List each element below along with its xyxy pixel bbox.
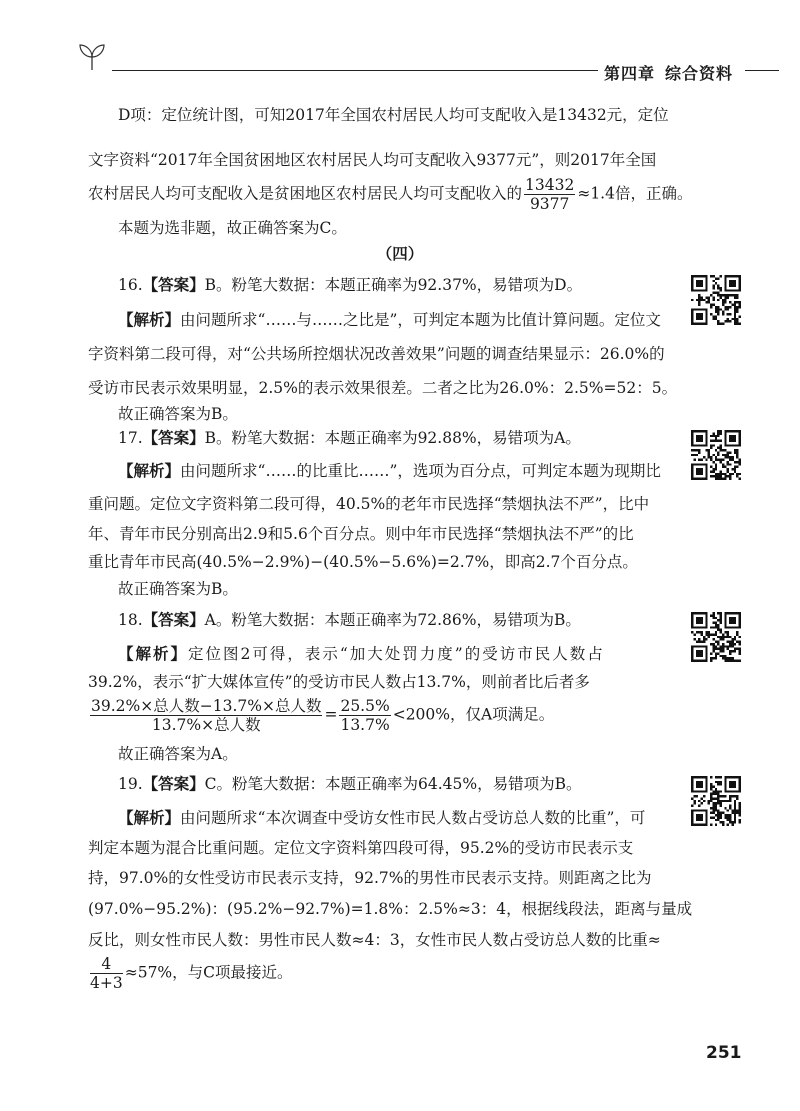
qr-code-icon[interactable] <box>691 612 741 662</box>
fraction-denominator: 4+3 <box>90 974 123 992</box>
q16-analysis-text1: 由问题所求“……与……之比是”，可判定本题为比值计算问题。定位文 <box>180 311 661 329</box>
answer-label: 【答案】 <box>142 775 205 793</box>
fraction-numerator: 39.2%×总人数−13.7%×总人数 <box>91 697 322 715</box>
q19-analysis-line4: (97.0%−95.2%)：(95.2%−92.7%)=1.8%：2.5%≈3：4，根据线段法，距离与量成 <box>88 900 693 918</box>
fraction-numerator: 25.5% <box>340 697 390 715</box>
header-rule <box>112 70 598 71</box>
q16-analysis-line3: 受访市民表示效果明显，2.5%的表示效果很差。二者之比为26.0%：2.5%=52：5。 <box>88 379 678 397</box>
fraction-numerator: 4 <box>90 955 123 974</box>
q16-analysis-line1 <box>118 310 661 330</box>
q17-answer-line <box>118 428 581 448</box>
q19-answer-line <box>118 774 582 794</box>
q17-analysis-line3: 年、青年市民分别高出2.9和5.6个百分点。则中年市民选择“禁烟执法不严”的比 <box>88 525 634 543</box>
q18-answer-line <box>118 610 581 630</box>
q17-analysis-line4: 重比青年市民高(40.5%−2.9%)−(40.5%−5.6%)=2.7%，即高2.7个百分点。 <box>88 553 638 571</box>
fraction-4-over-7 <box>90 955 123 992</box>
q18-analysis-text1: 定位图2可得，表示“加大处罚力度”的受访市民人数占 <box>188 645 605 663</box>
q19-analysis-line2: 判定本题为混合比重问题。定位文字资料第四段可得，95.2%的受访市民表示支 <box>88 839 634 857</box>
q17-answer: B。粉笔大数据：本题正确率为92.88%，易错项为A。 <box>204 429 581 447</box>
analysis-label: 【解析】 <box>118 462 181 480</box>
q18-answer: A。粉笔大数据：本题正确率为72.86%，易错项为B。 <box>204 611 581 629</box>
para-d-line3 <box>88 176 692 213</box>
q16-answer-line <box>118 275 582 295</box>
equals-sign: = <box>324 705 338 724</box>
fraction-difference-ratio <box>90 697 322 734</box>
answer-label: 【答案】 <box>142 611 205 629</box>
header-rule-tail <box>745 70 779 71</box>
qr-code-icon[interactable] <box>691 430 741 480</box>
chapter-title: 综合资料 <box>665 64 734 83</box>
section-title: （四） <box>376 245 424 263</box>
q18-number: 18. <box>118 611 143 629</box>
chapter-number: 第四章 <box>604 64 656 83</box>
fraction-denominator: 9377 <box>529 195 570 213</box>
q18-final: 故正确答案为A。 <box>118 745 238 763</box>
q18-analysis-line1 <box>118 644 605 664</box>
q19-analysis-result: ≈57%，与C项最接近。 <box>124 963 293 982</box>
page-number: 251 <box>706 1043 742 1063</box>
q19-answer: C。粉笔大数据：本题正确率为64.45%，易错项为B。 <box>204 775 582 793</box>
para-d-conclusion: 本题为选非题，故正确答案为C。 <box>118 219 347 237</box>
q18-analysis-line2: 39.2%，表示“扩大媒体宣传”的受访市民人数占13.7%，则前者比后者多 <box>88 673 590 691</box>
q19-analysis-line5: 反比，则女性市民人数：男性市民人数≈4：3，女性市民人数占受访总人数的比重≈ <box>88 931 661 949</box>
para-d-line1: D项：定位统计图，可知2017年全国农村居民人均可支配收入是13432元，定位 <box>118 106 669 124</box>
q18-analysis-line3 <box>88 697 554 734</box>
analysis-label: 【解析】 <box>118 311 181 329</box>
para-d-line3-text: 农村居民人均可支配收入是贫困地区农村居民人均可支配收入的 <box>88 184 523 203</box>
q16-final: 故正确答案为B。 <box>118 405 238 423</box>
qr-code-icon[interactable] <box>691 275 741 325</box>
q17-number: 17. <box>118 429 143 447</box>
fraction-denominator: 13.7%×总人数 <box>151 716 261 734</box>
qr-code-icon[interactable] <box>691 776 741 826</box>
answer-label: 【答案】 <box>142 276 205 294</box>
analysis-label: 【解析】 <box>118 809 181 827</box>
q16-analysis-line2: 字资料第二段可得，对“公共场所控烟状况改善效果”问题的调查结果显示：26.0%的 <box>88 345 665 363</box>
fraction-denominator: 13.7% <box>340 716 390 734</box>
answer-label: 【答案】 <box>142 429 205 447</box>
q17-analysis-line1 <box>118 461 661 481</box>
sprout-logo-icon <box>72 42 112 72</box>
q17-analysis-line2: 重问题。定位文字资料第二段可得，40.5%的老年市民选择“禁烟执法不严”，比中 <box>88 495 650 513</box>
fraction-numerator: 13432 <box>525 176 575 194</box>
q19-analysis-line3: 持，97.0%的女性受访市民表示支持，92.7%的男性市民表示支持。则距离之比为 <box>88 869 652 887</box>
analysis-label: 【解析】 <box>118 645 189 663</box>
q16-number: 16. <box>118 276 143 294</box>
para-d-line3-result: ≈1.4倍，正确。 <box>577 184 693 203</box>
q19-analysis-line1 <box>118 808 645 828</box>
q18-analysis-result: <200%，仅A项满足。 <box>392 705 555 724</box>
fraction-13432-9377 <box>524 176 575 213</box>
q19-analysis-text1: 由问题所求“本次调查中受访女性市民人数占受访总人数的比重”，可 <box>180 809 646 827</box>
para-d-line2: 文字资料“2017年全国贫困地区农村居民人均可支配收入9377元”，则2017年全国 <box>88 151 657 169</box>
q17-analysis-text1: 由问题所求“……的比重比……”，选项为百分点，可判定本题为现期比 <box>180 462 661 480</box>
fraction-percent-ratio <box>339 697 390 734</box>
q16-answer: B。粉笔大数据：本题正确率为92.37%，易错项为D。 <box>204 276 583 294</box>
running-header <box>604 61 733 84</box>
q19-number: 19. <box>118 775 143 793</box>
q19-analysis-line6 <box>88 955 293 992</box>
q17-final: 故正确答案为B。 <box>118 580 238 598</box>
